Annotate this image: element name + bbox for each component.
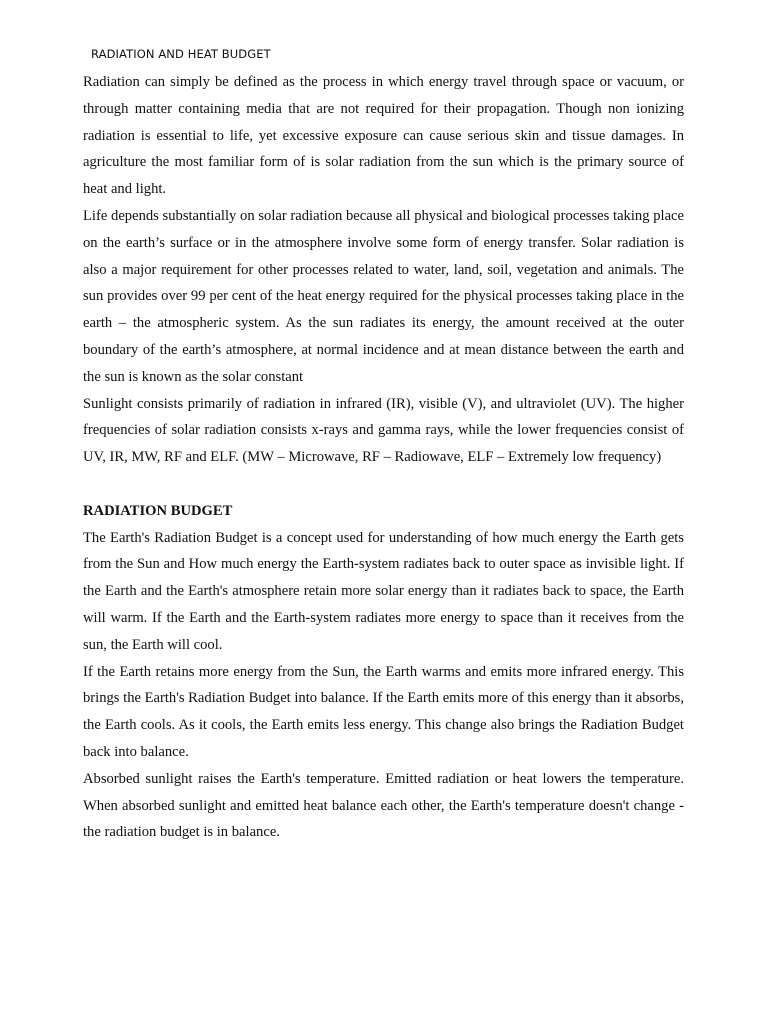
section-spacer xyxy=(83,471,684,498)
intro-paragraph-1: Radiation can simply be defined as the process in which energy travel through space or vacuum, or through matter containing media that are not required for their propagation. Though non ionizing radiation is essential to life, yet excessive exposure can cause serious skin and tissue damages. In agriculture the most familiar form of is solar radiation from the sun which is the primary source of heat and light. xyxy=(83,74,684,198)
intro-paragraph-3: Sunlight consists primarily of radiation in infrared (IR), visible (V), and ultraviolet (UV). The higher frequencies of solar radiation consists x-rays and gamma rays, while the lower frequencies consist of UV, IR, MW, RF and ELF. (MW – Microwave, RF – Radiowave, ELF – Extremely low frequency) xyxy=(83,395,684,466)
intro-paragraph-2: Life depends substantially on solar radiation because all physical and biological processes taking place on the earth’s surface or in the atmosphere involve some form of energy transfer. Solar radiation is also a major requirement for other processes related to water, land, soil, vegetation and animals. The sun provides over 99 per cent of the heat energy required for the physical processes taking place in the earth – the atmospheric system. As the sun radiates its energy, the amount received at the outer boundary of the earth’s atmosphere, at normal incidence and at mean distance between the earth and the sun is known as the solar constant xyxy=(83,207,684,385)
document-body xyxy=(83,69,684,846)
budget-paragraph-3: Absorbed sunlight raises the Earth's temperature. Emitted radiation or heat lowers the temperature. When absorbed sunlight and emitted heat balance each other, the Earth's temperature doesn't change - the radiation budget is in balance. xyxy=(83,770,684,841)
budget-paragraph-2: If the Earth retains more energy from the Sun, the Earth warms and emits more infrared energy. This brings the Earth's Radiation Budget into balance. If the Earth emits more of this energy than it absorbs, the Earth cools. As it cools, the Earth emits less energy. This change also brings the Radiation Budget back into balance. xyxy=(83,663,684,760)
budget-paragraph-1: The Earth's Radiation Budget is a concept used for understanding of how much energy the Earth gets from the Sun and How much energy the Earth-system radiates back to outer space as invisible light. If the Earth and the Earth's atmosphere retain more solar energy than it radiates back to space, the Earth will warm. If the Earth and the Earth-system radiates more energy to space than it receives from the sun, the Earth will cool. xyxy=(83,529,684,653)
document-title: RADIATION AND HEAT BUDGET xyxy=(91,47,271,61)
section-heading-radiation-budget: RADIATION BUDGET xyxy=(83,502,233,519)
